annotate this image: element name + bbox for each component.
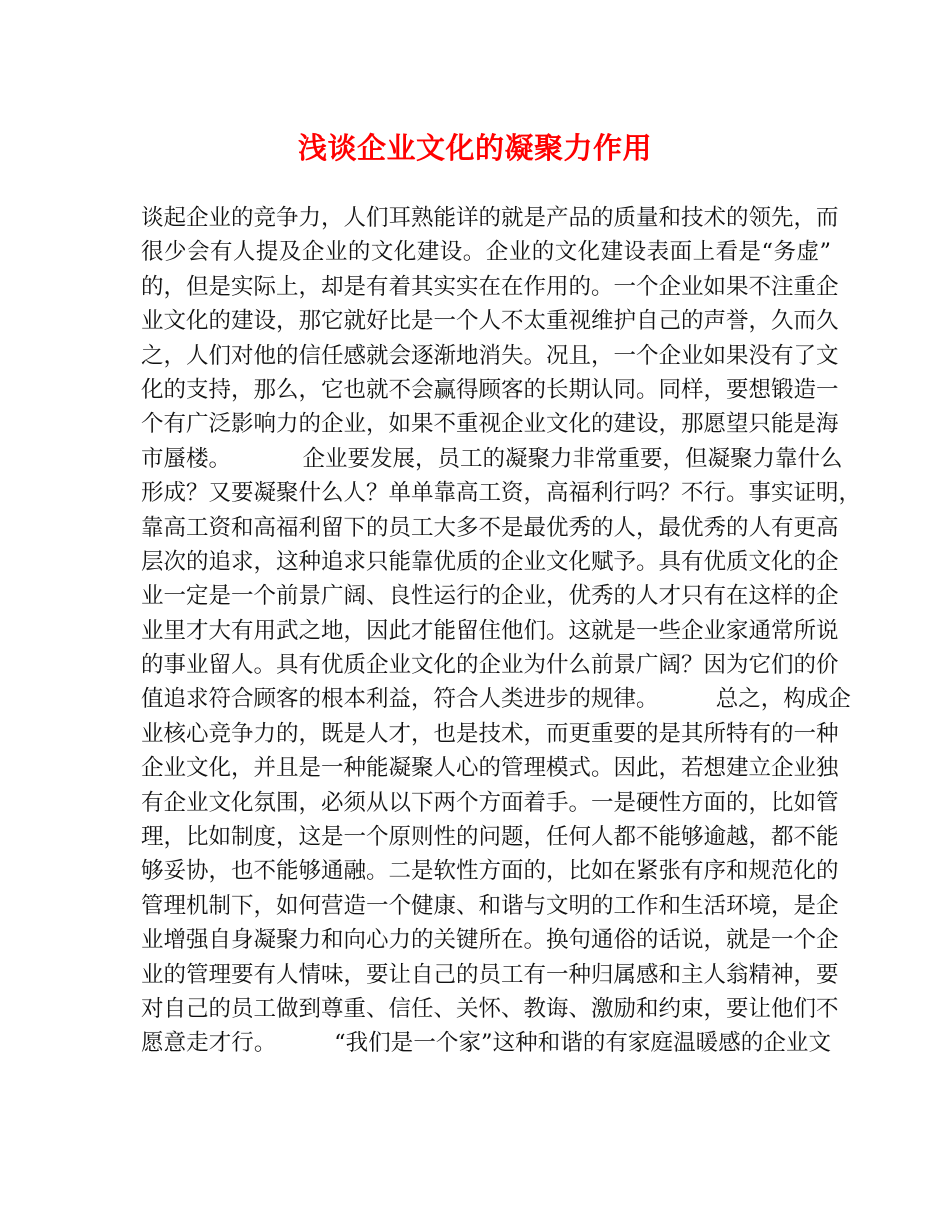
body-line: 对自己的员工做到尊重、信任、关怀、教诲、激励和约束，要让他们不: [141, 995, 839, 1022]
body-line: 之，人们对他的信任感就会逐渐地消失。况且，一个企业如果没有了文: [141, 342, 839, 369]
body-line: 愿意走才行。 “我们是一个家”这种和谐的有家庭温暖感的企业文: [141, 1030, 831, 1057]
body-line: 企业文化，并且是一种能凝聚人心的管理模式。因此，若想建立企业独: [141, 755, 839, 782]
body-line: 很少会有人提及企业的文化建设。企业的文化建设表面上看是“务虚”: [141, 239, 831, 266]
body-line: 市蜃楼。 企业要发展，员工的凝聚力非常重要，但凝聚力靠什么: [141, 445, 843, 472]
body-line: 业核心竞争力的，既是人才，也是技术，而更重要的是其所特有的一种: [141, 720, 839, 747]
body-line: 谈起企业的竞争力，人们耳熟能详的就是产品的质量和技术的领先，而: [141, 205, 839, 231]
body-line: 层次的追求，这种追求只能靠优质的企业文化赋予。具有优质文化的企: [141, 548, 839, 575]
body-line: 业一定是一个前景广阔、良性运行的企业，优秀的人才只有在这样的企: [141, 583, 839, 610]
body-line: 业文化的建设，那它就好比是一个人不太重视维护自己的声誉，久而久: [141, 308, 839, 335]
document-body: [141, 201, 862, 1061]
body-line: 的事业留人。具有优质企业文化的企业为什么前景广阔？因为它们的价: [141, 652, 839, 679]
body-line: 管理机制下，如何营造一个健康、和谐与文明的工作和生活环境，是企: [141, 892, 839, 919]
body-line: 够妥协，也不能够通融。二是软性方面的，比如在紧张有序和规范化的: [141, 858, 839, 885]
body-line: 化的支持，那么，它也就不会赢得顾客的长期认同。同样，要想锻造一: [141, 376, 839, 403]
body-line: 靠高工资和高福利留下的员工大多不是最优秀的人，最优秀的人有更高: [141, 514, 839, 541]
body-line: 理，比如制度，这是一个原则性的问题，任何人都不能够逾越，都不能: [141, 824, 839, 851]
body-line: 值追求符合顾客的根本利益，符合人类进步的规律。 总之，构成企: [141, 686, 851, 713]
body-line: 业的管理要有人情味，要让自己的员工有一种归属感和主人翁精神，要: [141, 961, 839, 988]
body-line: 形成？又要凝聚什么人？单单靠高工资，高福利行吗？不行。事实证明，: [141, 480, 862, 507]
document-title: 浅谈企业文化的凝聚力作用: [297, 131, 652, 165]
body-line: 业里才大有用武之地，因此才能留住他们。这就是一些企业家通常所说: [141, 617, 839, 644]
body-line: 的，但是实际上，却是有着其实实在在作用的。一个企业如果不注重企: [141, 273, 839, 300]
body-line: 个有广泛影响力的企业，如果不重视企业文化的建设，那愿望只能是海: [141, 411, 839, 438]
body-line: 有企业文化氛围，必须从以下两个方面着手。一是硬性方面的，比如管: [141, 789, 839, 816]
body-line: 业增强自身凝聚力和向心力的关键所在。换句通俗的话说，就是一个企: [141, 927, 839, 954]
